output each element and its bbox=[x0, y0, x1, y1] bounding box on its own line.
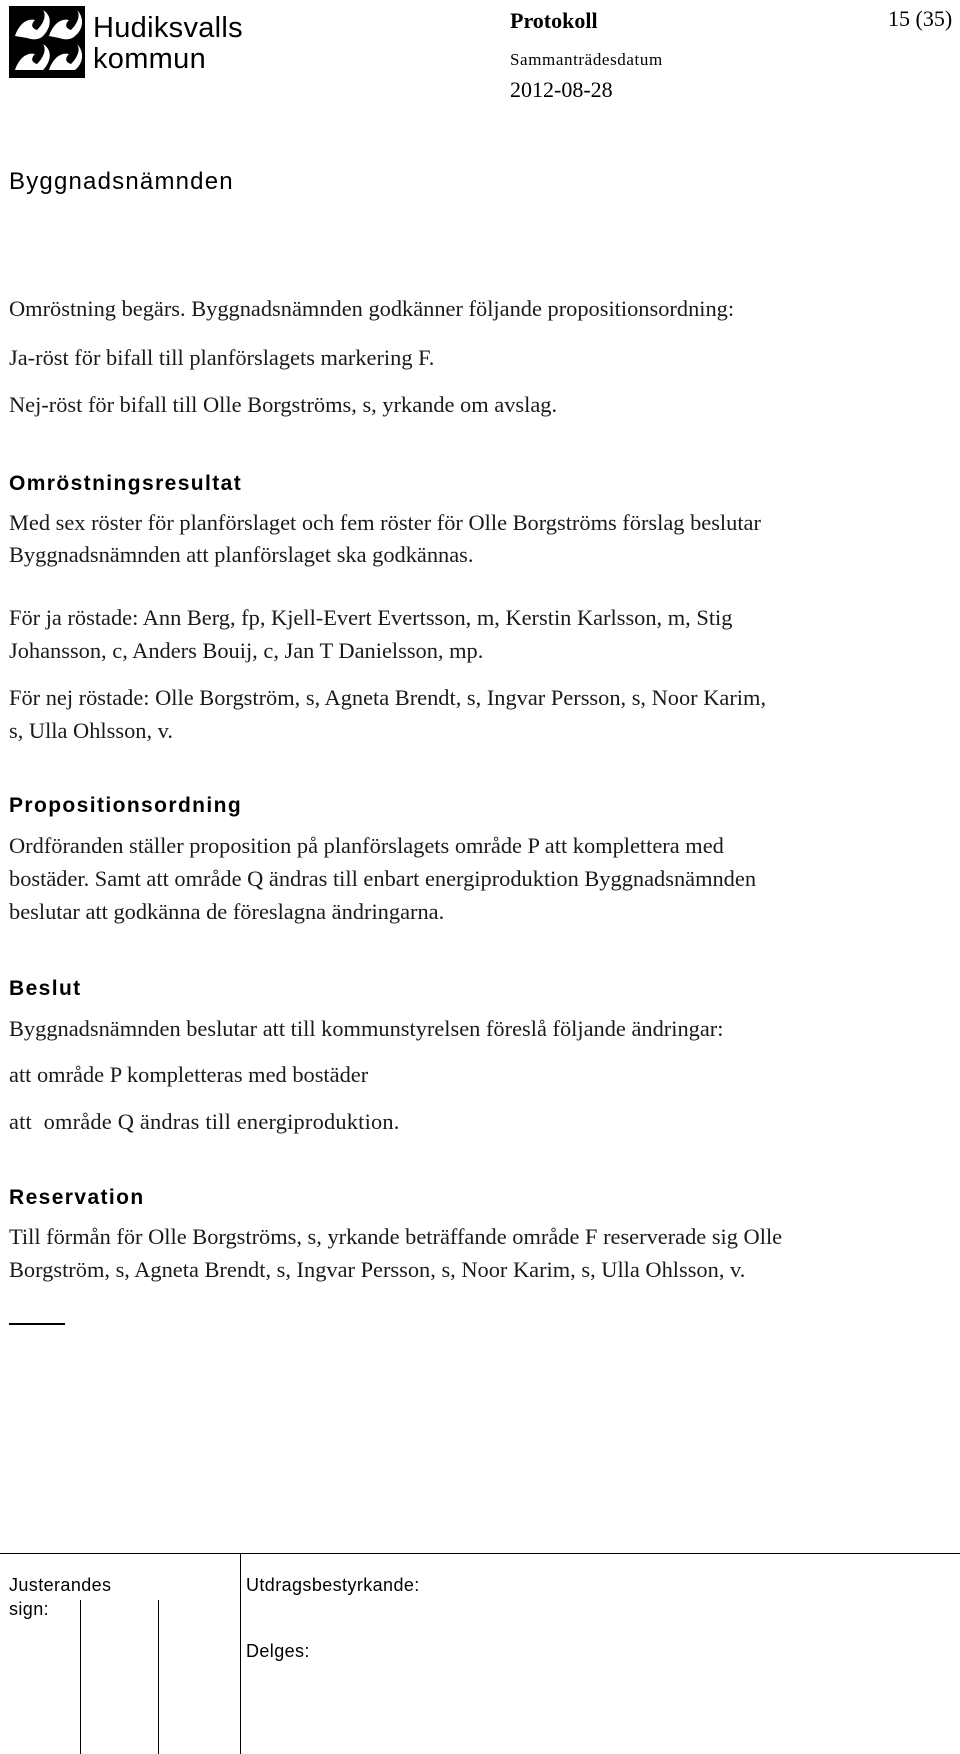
intro-line-2: Ja-röst för bifall till planförslagets markering F. bbox=[9, 345, 435, 370]
reservation-line-2: Borgström, s, Agneta Brendt, s, Ingvar Persson, s, Noor Karim, s, Ulla Ohlsson, v. bbox=[9, 1257, 746, 1282]
justerandes-line-1: Justerandes bbox=[9, 1575, 112, 1595]
delges-label: Delges: bbox=[246, 1641, 310, 1661]
utdragsbestyrkande-label: Utdragsbestyrkande: bbox=[246, 1575, 420, 1595]
end-rule bbox=[9, 1323, 65, 1325]
reservation-heading: Reservation bbox=[9, 1186, 145, 1209]
document-type: Protokoll bbox=[510, 8, 598, 33]
meeting-date-label: Sammanträdesdatum bbox=[510, 50, 663, 69]
no-votes-line-1: För nej röstade: Olle Borgström, s, Agneta Brendt, s, Ingvar Persson, s, Noor Karim, bbox=[9, 685, 767, 710]
justerandes-line-2: sign: bbox=[9, 1599, 50, 1619]
footer-top-border bbox=[0, 1553, 960, 1554]
logo-name-line2: kommun bbox=[93, 43, 206, 75]
vote-result-heading: Omröstningsresultat bbox=[9, 472, 243, 495]
proposition-line-2: bostäder. Samt att område Q ändras till enbart energiproduktion Byggnadsnämnden bbox=[9, 866, 757, 891]
logo-name-line1: Hudiksvalls bbox=[93, 12, 243, 44]
signature-box-divider-1 bbox=[80, 1600, 81, 1754]
reservation-line-1: Till förmån för Olle Borgströms, s, yrkande beträffande område F reserverade sig Olle bbox=[9, 1224, 783, 1249]
yes-votes-line-1: För ja röstade: Ann Berg, fp, Kjell-Evert Evertsson, m, Kerstin Karlsson, m, Stig bbox=[9, 605, 733, 630]
logo-wordmark bbox=[93, 12, 243, 74]
vote-result-line-1: Med sex röster för planförslaget och fem röster för Olle Borgströms förslag beslutar bbox=[9, 510, 761, 535]
footer-divider bbox=[240, 1553, 241, 1754]
decision-line-2: att område P kompletteras med bostäder bbox=[9, 1062, 369, 1087]
proposition-line-1: Ordföranden ställer proposition på planförslagets område P att komplettera med bbox=[9, 833, 724, 858]
intro-line-1: Omröstning begärs. Byggnadsnämnden godkänner följande propositionsordning: bbox=[9, 296, 735, 321]
decision-line-3: att område Q ändras till energiproduktion. bbox=[9, 1109, 400, 1134]
justerandes-label bbox=[9, 1573, 111, 1621]
meeting-date: 2012-08-28 bbox=[510, 77, 613, 102]
vote-result-line-2: Byggnadsnämnden att planförslaget ska godkännas. bbox=[9, 542, 474, 567]
proposition-line-3: beslutar att godkänna de föreslagna ändringarna. bbox=[9, 899, 445, 924]
proposition-heading: Propositionsordning bbox=[9, 794, 243, 817]
no-votes-line-2: s, Ulla Ohlsson, v. bbox=[9, 718, 173, 743]
municipality-logo bbox=[9, 6, 249, 78]
goat-emblem-icon bbox=[9, 6, 85, 78]
decision-line-1: Byggnadsnämnden beslutar att till kommunstyrelsen föreslå följande ändringar: bbox=[9, 1016, 724, 1041]
page-number: 15 (35) bbox=[888, 6, 953, 31]
signature-box-divider-2 bbox=[158, 1600, 159, 1754]
intro-line-3: Nej-röst för bifall till Olle Borgströms, s, yrkande om avslag. bbox=[9, 392, 558, 417]
decision-heading: Beslut bbox=[9, 977, 82, 1000]
yes-votes-line-2: Johansson, c, Anders Bouij, c, Jan T Danielsson, mp. bbox=[9, 638, 484, 663]
department-title: Byggnadsnämnden bbox=[9, 168, 234, 195]
